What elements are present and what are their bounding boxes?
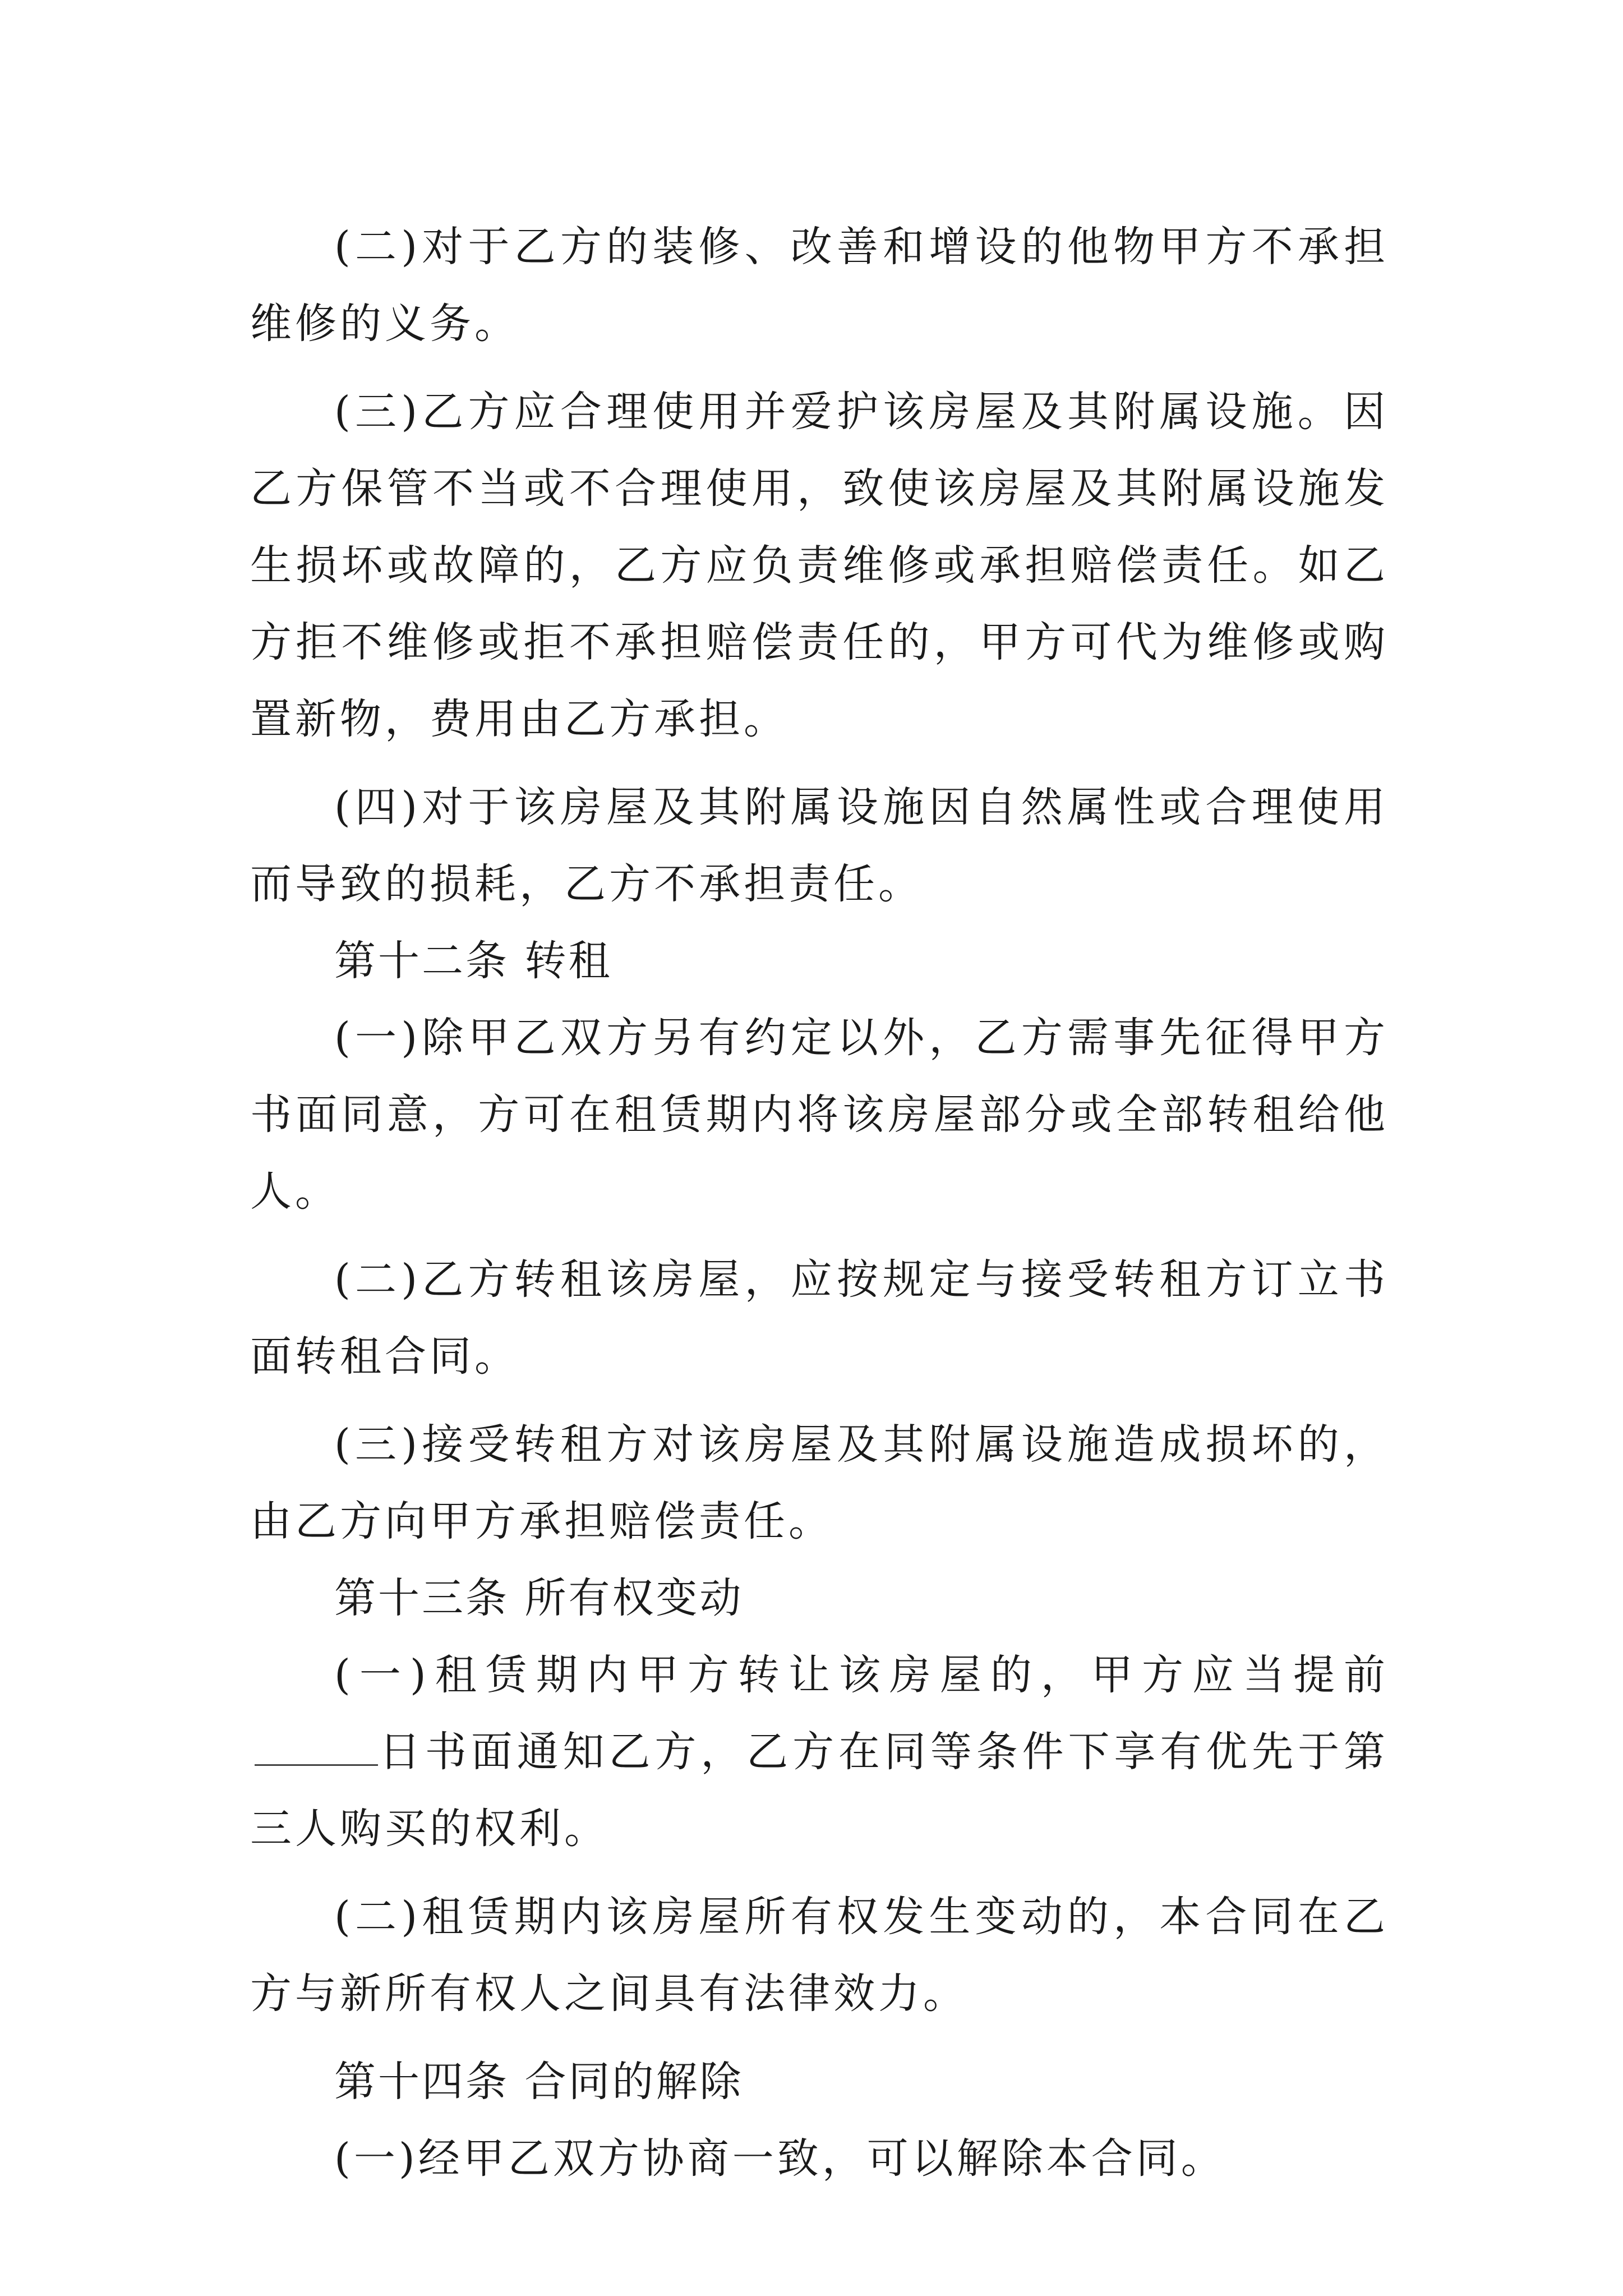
paragraph-ownership-change: (二)租赁期内该房屋所有权发生变动的，本合同在乙方与新所有权人之间具有法律效力。 <box>250 1893 1389 2018</box>
paragraph-ownership-transfer <box>250 1637 1389 1867</box>
paragraph-mutual-termination: (一)经甲乙双方协商一致，可以解除本合同。 <box>334 2134 1226 2183</box>
article-14-heading: 第十四条 合同的解除 <box>334 2058 744 2106</box>
ownership-transfer-text-b: 日书面通知乙方，乙方在同等条件下享有优先于第三人购买的权利。 <box>250 1728 1389 1853</box>
paragraph-sublease-consent: (一)除甲乙双方另有约定以外，乙方需事先征得甲方书面同意，方可在租赁期内将该房屋部分或全部转租给他人。 <box>250 1014 1389 1216</box>
paragraph-proper-use: (三)乙方应合理使用并爱护该房屋及其附属设施。因乙方保管不当或不合理使用，致使该房屋及其附属设施发生损坏或故障的，乙方应负责维修或承担赔偿责任。如乙方拒不维修或拒不承担赔偿责任的，甲方可代为维修或购置新物，费用由乙方承担。 <box>250 388 1389 743</box>
article-12-heading: 第十二条 转租 <box>334 937 612 985</box>
ownership-transfer-text-a: (一)租赁期内甲方转让该房屋的，甲方应当提前 <box>334 1651 1389 1699</box>
paragraph-natural-wear: (四)对于该房屋及其附属设施因自然属性或合理使用而导致的损耗，乙方不承担责任。 <box>250 783 1389 908</box>
fill-in-blank-days <box>255 1728 378 1766</box>
document-page <box>250 209 1389 2197</box>
paragraph-sublease-contract: (二)乙方转租该房屋，应按规定与接受转租方订立书面转租合同。 <box>250 1255 1389 1381</box>
article-13-heading: 第十三条 所有权变动 <box>334 1574 744 1622</box>
paragraph-decoration-maintenance: (二)对于乙方的装修、改善和增设的他物甲方不承担维修的义务。 <box>250 223 1389 348</box>
paragraph-sublease-damage: (三)接受转租方对该房屋及其附属设施造成损坏的，由乙方向甲方承担赔偿责任。 <box>250 1420 1389 1545</box>
